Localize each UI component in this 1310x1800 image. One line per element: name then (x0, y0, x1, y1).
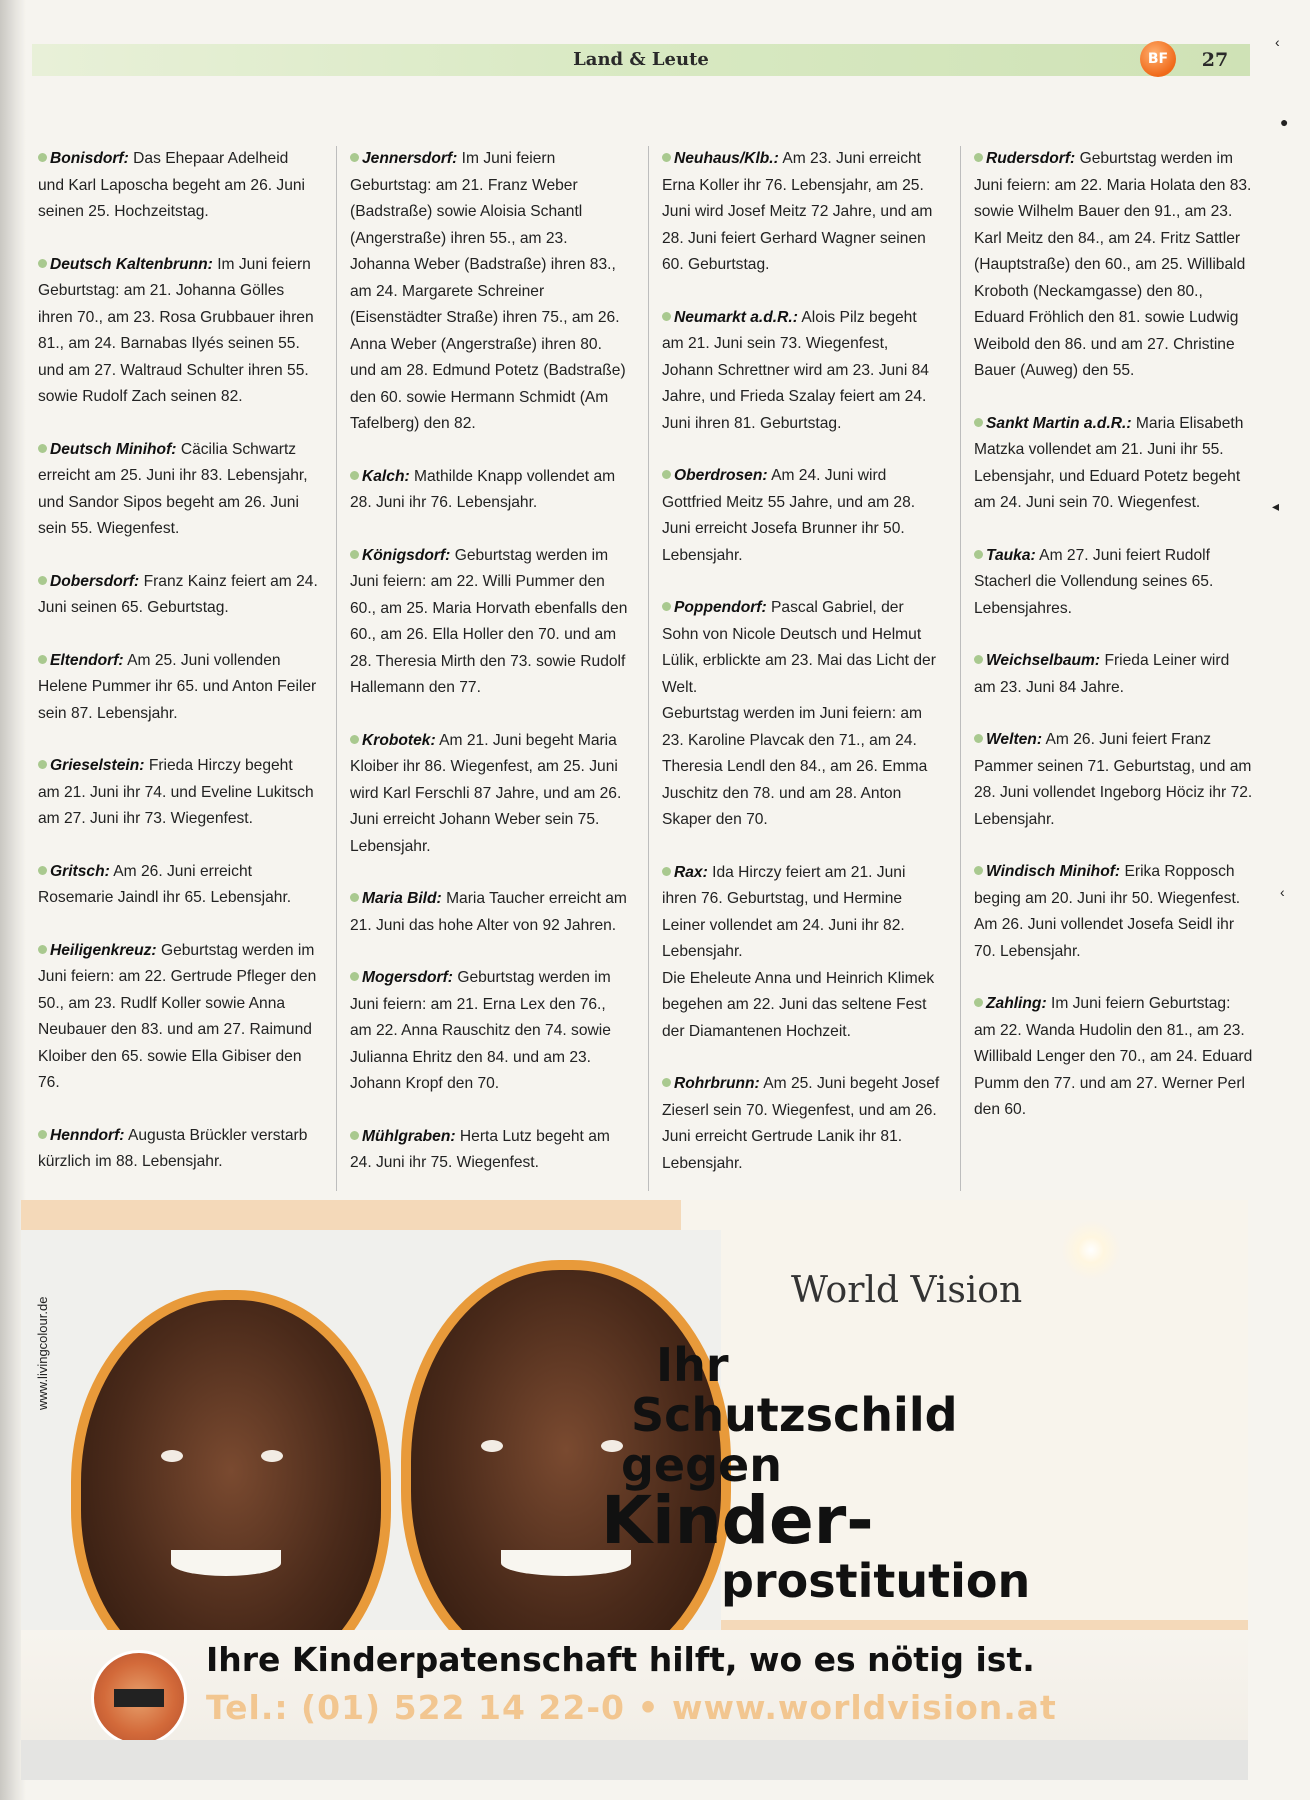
entry-text: Geburtstag werden im Juni feiern: am 22. Willi Pummer den 60., am 25. Maria Horvath ebenfalls den 60., am 26. Ella Holler den 70. und am 28. Theresia Mirth den 73. sowie Rudolf Hallemann den 77. (350, 546, 628, 696)
entry (974, 991, 1254, 1124)
place-name: Henndorf: (50, 1126, 125, 1144)
place-name: Neuhaus/Klb.: (674, 150, 779, 167)
place-name: Neumarkt a.d.R.: (674, 308, 798, 326)
headline-line: gegen (621, 1438, 782, 1492)
eye-shape (161, 1450, 183, 1462)
eye-shape (261, 1450, 283, 1462)
entry-text: Franz Kainz feiert am 24. Juni seinen 65. Geburtstag. (38, 572, 318, 616)
bullet-icon (974, 998, 983, 1007)
bullet-icon (38, 945, 47, 954)
place-name: Tauka: (986, 546, 1036, 564)
place-name: Welten: (986, 731, 1043, 748)
entry (350, 464, 630, 517)
bullet-icon (38, 444, 47, 453)
eye-shape (481, 1440, 503, 1452)
column-1 (38, 146, 318, 1191)
entry (38, 146, 318, 226)
entry (350, 886, 630, 939)
place-name: Rudersdorf: (986, 150, 1076, 167)
entry-text: Frieda Hirczy begeht am 21. Juni ihr 74. und Eveline Lukitsch am 27. Juni ihr 73. Wiegenfest. (38, 757, 314, 827)
entry-text: Mathilde Knapp vollendet am 28. Juni ihr 76. Lebensjahr. (350, 467, 616, 511)
entry (38, 753, 318, 833)
entry (662, 305, 942, 438)
entry-text: Im Juni feiern Geburtstag: am 21. Johanna Gölles ihren 70., am 23. Rosa Grubbauer ihren 81., am 24. Barnabas Ilyés seinen 55. und am 27. Waltraud Schulter ihren 55. sowie Rudolf Zach seinen 82. (38, 255, 314, 405)
place-name: Sankt Martin a.d.R.: (986, 414, 1132, 432)
entry (350, 146, 630, 438)
bullet-icon (662, 470, 671, 479)
bullet-icon (662, 312, 671, 321)
column-divider (336, 146, 337, 1191)
seal-band (114, 1689, 164, 1707)
entry (350, 965, 630, 1098)
bullet-icon (974, 734, 983, 743)
entry-text: Das Ehepaar Adelheid und Karl Laposcha begeht am 26. Juni seinen 25. Hochzeitstag. (38, 150, 306, 220)
ad-slogan: Ihre Kinderpatenschaft hilft, wo es nötig ist. (206, 1640, 1035, 1679)
headline-line: prostitution (721, 1554, 1031, 1608)
section-header-bar (32, 44, 1250, 76)
entry-text-extra: Geburtstag werden im Juni feiern: am 23. Karoline Plavcak den 71., am 24. Theresia Lendl den 84., am 26. Emma Juschitz den 78. und am 28. Anton Skaper den 70. (662, 705, 928, 828)
place-name: Mühlgraben: (362, 1127, 456, 1145)
headline-line: Ihr (656, 1338, 729, 1392)
world-vision-logo: World Vision (791, 1270, 1023, 1311)
place-name: Mogersdorf: (362, 969, 453, 986)
page-number: 27 (1201, 49, 1229, 71)
entry-text: Herta Lutz begeht am 24. Juni ihr 75. Wiegenfest. (350, 1127, 610, 1171)
place-name: Weichselbaum: (986, 652, 1101, 669)
place-name: Deutsch Kaltenbrunn: (50, 255, 213, 273)
scan-mark-icon: ‹ (1275, 34, 1280, 50)
bullet-icon (350, 893, 359, 902)
eye-shape (601, 1440, 623, 1452)
entry-text: Am 26. Juni feiert Franz Pammer seinen 71. Geburtstag, und am 28. Juni vollendet Ingeborg Höciz ihr 72. Lebensjahr. (974, 731, 1253, 828)
bullet-icon (974, 655, 983, 664)
entry-text: Alois Pilz begeht am 21. Juni sein 73. Wiegenfest, Johann Schrettner wird am 23. Juni 84 Jahre, und Frieda Szalay feiert am 24. Juni ihren 81. Geburtstag. (662, 308, 929, 432)
place-name: Eltendorf: (50, 651, 124, 669)
bullet-icon (350, 735, 359, 744)
entry-text: Am 21. Juni begeht Maria Kloiber ihr 86. Wiegenfest, am 25. Juni wird Karl Ferschli 87 Jahre, und am 26. Juni erreicht Johann Weber sein 75. Lebensjahr. (350, 731, 622, 855)
entry-text: Pascal Gabriel, der Sohn von Nicole Deutsch und Helmut Lülik, erblickte am 23. Mai das Licht der Welt. (662, 599, 936, 696)
entry-text: Geburtstag werden im Juni feiern: am 22. Gertrude Pfleger den 50., am 23. Rudlf Koller sowie Anna Neubauer den 83. und am 27. Raimund Kloiber den 65. sowie Ella Gibiser den 76. (38, 941, 317, 1091)
bf-logo-icon: BF (1140, 41, 1176, 77)
place-name: Poppendorf: (674, 599, 767, 616)
entry (38, 1123, 318, 1176)
place-name: Deutsch Minihof: (50, 440, 177, 458)
entry (38, 859, 318, 912)
entry (38, 252, 318, 411)
world-vision-advertisement (21, 1200, 1248, 1780)
entry (38, 938, 318, 1097)
bullet-icon (350, 972, 359, 981)
place-name: Königsdorf: (362, 546, 451, 564)
bullet-icon (350, 153, 359, 162)
bullet-icon (350, 550, 359, 559)
entry-text: Am 24. Juni wird Gottfried Meitz 55 Jahre, und am 28. Juni erreicht Josefa Brunner ihr 50. Lebensjahr. (662, 467, 916, 564)
bullet-icon (38, 153, 47, 162)
entry (38, 648, 318, 728)
bullet-icon (662, 1078, 671, 1087)
entry (974, 543, 1254, 623)
column-divider (648, 146, 649, 1191)
entry (974, 727, 1254, 833)
place-name: Grieselstein: (50, 757, 145, 774)
bullet-icon (38, 259, 47, 268)
bullet-icon (974, 866, 983, 875)
column-4 (974, 146, 1254, 1191)
entry-text: Im Juni feiern Geburtstag: am 22. Wanda Hudolin den 81., am 23. Willibald Lenger den 70., am 24. Eduard Pumm den 77. und am 27. Werner Perl den 60. (974, 995, 1253, 1118)
bullet-icon (662, 602, 671, 611)
smile-shape (171, 1550, 281, 1576)
scan-mark-icon: ● (1280, 114, 1289, 130)
entry-text: Am 27. Juni feiert Rudolf Stacherl die Vollendung seines 65. Lebensjahres. (974, 546, 1214, 617)
place-name: Kalch: (362, 467, 410, 485)
entry (974, 146, 1254, 385)
place-name: Windisch Minihof: (986, 863, 1121, 880)
photo-bottom-strip (21, 1740, 1248, 1780)
entry-text: Maria Elisabeth Matzka vollendet am 21. Juni ihr 55. Lebensjahr, und Eduard Potetz begeht am 24. Juni sein 70. Wiegenfest. (974, 414, 1244, 511)
entry (974, 859, 1254, 965)
birthday-columns (30, 146, 1256, 1191)
entry-text: Erika Ropposch beging am 20. Juni ihr 50. Wiegenfest. (974, 863, 1241, 907)
column-2 (350, 146, 630, 1191)
entry-text: Am 25. Juni vollenden Helene Pummer ihr 65. und Anton Feiler sein 87. Lebensjahr. (38, 651, 317, 722)
bullet-icon (38, 576, 47, 585)
entry-text: Am 25. Juni begeht Josef Zieserl sein 70. Wiegenfest, und am 26. Juni erreicht Gertrude Lanik ihr 81. Lebensjahr. (662, 1075, 940, 1172)
entry-text-extra: Am 26. Juni vollendet Josefa Seidl ihr 70. Lebensjahr. (974, 916, 1235, 960)
entry (662, 1071, 942, 1177)
place-name: Rohrbrunn: (674, 1075, 760, 1092)
entry-text: Am 23. Juni erreicht Erna Koller ihr 76. Lebensjahr, am 25. Juni wird Josef Meitz 72 Jahre, und am 28. Juni feiert Gerhard Wagner seinen 60. Geburtstag. (662, 150, 933, 273)
place-name: Krobotek: (362, 731, 436, 749)
place-name: Oberdrosen: (674, 467, 768, 484)
place-name: Gritsch: (50, 862, 110, 880)
bullet-icon (974, 153, 983, 162)
entry-text: Cäcilia Schwartz erreicht am 25. Juni ihr 83. Lebensjahr, und Sandor Sipos begeht am 26. Juni sein 55. Wiegenfest. (38, 440, 308, 537)
headline-line: Schutzschild (631, 1388, 958, 1442)
entry (350, 543, 630, 702)
bullet-icon (350, 471, 359, 480)
spenden-seal-icon (91, 1650, 187, 1746)
entry (350, 1124, 630, 1177)
entry-text: Maria Taucher erreicht am 21. Juni das hohe Alter von 92 Jahren. (350, 890, 627, 934)
bullet-icon (38, 760, 47, 769)
entry-text-extra: Die Eheleute Anna und Heinrich Klimek begehen am 22. Juni das seltene Fest der Diamantenen Hochzeit. (662, 969, 935, 1040)
photo-credit: www.livingcolour.de (35, 1296, 50, 1410)
place-name: Zahling: (986, 995, 1047, 1012)
column-divider (960, 146, 961, 1191)
entry (662, 463, 942, 569)
place-name: Heiligenkreuz: (50, 941, 157, 959)
place-name: Bonisdorf: (50, 150, 129, 167)
ad-contact: Tel.: (01) 522 14 22-0 • www.worldvision.at (206, 1688, 1057, 1727)
entry-text: Geburtstag werden im Juni feiern: am 21. Erna Lex den 76., am 22. Anna Rauschitz den 74. sowie Julianna Ehritz den 84. und am 23. Johann Kropf den 70. (350, 969, 611, 1092)
scan-mark-icon: ◂ (1272, 498, 1280, 514)
entry (974, 648, 1254, 701)
entry-text: Geburtstag werden im Juni feiern: am 22. Maria Holata den 83. sowie Wilhelm Bauer den 91., am 23. Karl Meitz den 84., am 24. Fritz Sattler (Hauptstraße) den 60., am 25. Willibald Kroboth (Neckamgasse) den 80., Eduard Fröhlich den 81. sowie Ludwig Weibold den 86. und am 27. Christine Bauer (Auweg) den 55. (974, 150, 1252, 379)
bullet-icon (662, 867, 671, 876)
place-name: Jennersdorf: (362, 150, 458, 167)
entry (662, 146, 942, 279)
entry-text: Ida Hirczy feiert am 21. Juni ihren 76. Geburtstag, und Hermine Leiner vollendet am 24. Juni ihr 82. Lebensjahr. (662, 863, 906, 960)
bullet-icon (350, 1131, 359, 1140)
bullet-icon (974, 418, 983, 427)
headline-line: Kinder- (601, 1482, 874, 1559)
entry-text: Am 26. Juni erreicht Rosemarie Jaindl ihr 65. Lebensjahr. (38, 862, 292, 906)
place-name: Dobersdorf: (50, 572, 140, 590)
place-name: Maria Bild: (362, 890, 442, 907)
entry-text: Frieda Leiner wird am 23. Juni 84 Jahre. (974, 652, 1230, 696)
entry-text: Im Juni feiern Geburtstag: am 21. Franz Weber (Badstraße) sowie Aloisia Schantl (Angerstraße) ihren 55., am 23. Johanna Weber (Badstraße) ihren 83., am 24. Margarete Schreiner (Eisenstädter Straße) ihren 75., am 26. Anna Weber (Angerstraße) ihren 80. und am 28. Edmund Potetz (Badstraße) den 60. sowie Hermann Schmidt (Am Tafelberg) den 82. (350, 150, 626, 432)
scan-mark-icon: ‹ (1280, 884, 1285, 900)
entry (662, 595, 942, 834)
entry (662, 860, 942, 1046)
column-3 (662, 146, 942, 1191)
section-title: Land & Leute (573, 49, 709, 70)
place-name: Rax: (674, 863, 708, 881)
entry-text: Augusta Brückler verstarb kürzlich im 88. Lebensjahr. (38, 1126, 308, 1170)
entry (974, 411, 1254, 517)
bullet-icon (38, 655, 47, 664)
bullet-icon (662, 153, 671, 162)
bullet-icon (974, 550, 983, 559)
entry (350, 728, 630, 861)
bullet-icon (38, 1130, 47, 1139)
entry (38, 569, 318, 622)
entry (38, 437, 318, 543)
bullet-icon (38, 866, 47, 875)
